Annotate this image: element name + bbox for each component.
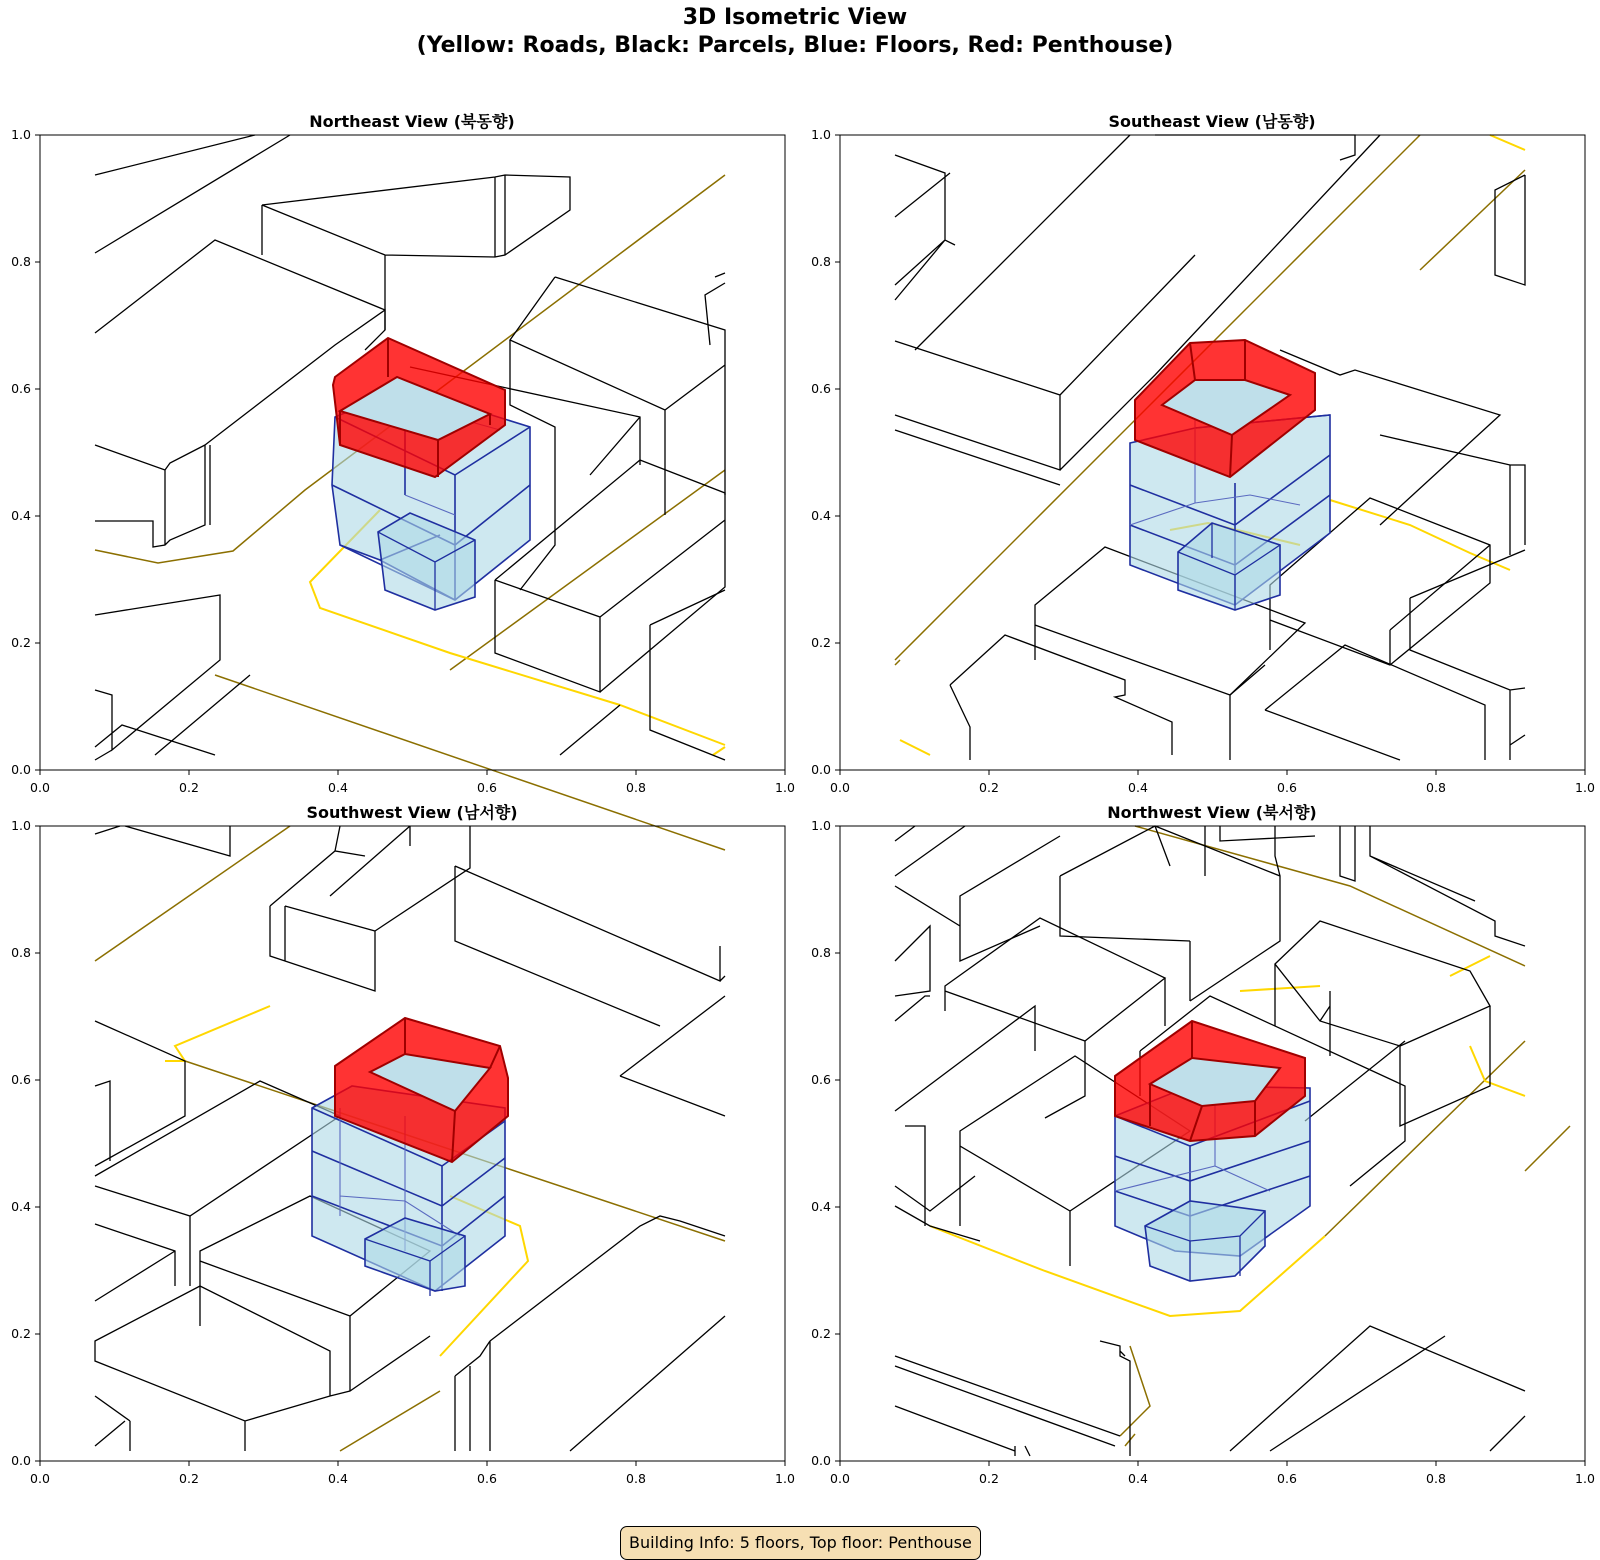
y-tick-label: 0.6	[811, 381, 831, 396]
figure-title-line1: 3D Isometric View	[682, 5, 908, 30]
parcel-outline	[950, 635, 1265, 760]
y-tick-label: 0.2	[11, 1326, 31, 1341]
northeast-y-ticks	[11, 127, 40, 777]
road-line	[1420, 170, 1525, 270]
x-tick-label: 1.0	[775, 780, 795, 795]
y-tick-label: 1.0	[11, 127, 31, 142]
y-tick-label: 0.4	[811, 508, 831, 523]
x-tick-label: 0.8	[1426, 1471, 1446, 1486]
parcel-outline	[1060, 826, 1280, 1001]
parcel-outline	[1265, 550, 1525, 760]
y-tick-label: 0.6	[11, 1072, 31, 1087]
southeast-view-plot	[800, 105, 1600, 805]
x-tick-label: 0.0	[30, 1471, 50, 1486]
southwest-view-title: Southwest View (남서향)	[306, 803, 518, 822]
x-tick-label: 0.0	[830, 780, 850, 795]
southeast-x-ticks	[830, 770, 1595, 795]
northwest-y-ticks	[811, 818, 840, 1468]
parcel-outline	[455, 1216, 725, 1451]
parcel-outline	[510, 277, 725, 590]
x-tick-label: 0.4	[1128, 1471, 1148, 1486]
x-tick-label: 1.0	[1575, 780, 1595, 795]
road-line	[895, 660, 900, 665]
x-tick-label: 0.6	[477, 780, 497, 795]
x-tick-label: 0.8	[626, 780, 646, 795]
southeast-y-ticks	[811, 127, 840, 777]
southwest-building	[312, 1018, 508, 1296]
x-tick-label: 0.2	[179, 780, 199, 795]
northeast-building	[332, 338, 530, 610]
parcel-outline	[262, 175, 570, 330]
y-tick-label: 0.8	[811, 254, 831, 269]
x-tick-label: 0.6	[477, 1471, 497, 1486]
parcel-outline	[95, 1021, 340, 1216]
panel-southwest-view	[0, 796, 800, 1496]
road-corner	[713, 747, 725, 755]
road-line	[1135, 826, 1525, 966]
parcel-outline	[895, 1341, 1130, 1456]
southeast-view-title: Southeast View (남동향)	[1108, 112, 1316, 131]
y-tick-label: 0.2	[11, 635, 31, 650]
x-tick-label: 0.6	[1277, 1471, 1297, 1486]
parcel-outline	[895, 826, 1060, 996]
y-tick-label: 0.6	[11, 381, 31, 396]
northwest-view-title: Northwest View (북서향)	[1107, 803, 1317, 822]
y-tick-label: 0.8	[11, 254, 31, 269]
y-tick-label: 0.4	[811, 1199, 831, 1214]
x-tick-label: 1.0	[775, 1471, 795, 1486]
y-tick-label: 0.0	[11, 762, 31, 777]
x-tick-label: 0.2	[979, 780, 999, 795]
parcel-outline	[95, 826, 470, 991]
x-tick-label: 1.0	[1575, 1471, 1595, 1486]
x-tick-label: 0.6	[1277, 780, 1297, 795]
parcel-outline	[95, 1286, 430, 1451]
parcel-outline	[1205, 826, 1525, 946]
parcel-outline	[95, 595, 620, 760]
x-tick-label: 0.4	[328, 1471, 348, 1486]
y-tick-label: 1.0	[811, 818, 831, 833]
x-tick-label: 0.8	[626, 1471, 646, 1486]
figure-title	[0, 4, 1590, 60]
y-tick-label: 0.0	[811, 762, 831, 777]
road-line	[1325, 1041, 1570, 1236]
x-tick-label: 0.0	[830, 1471, 850, 1486]
y-tick-label: 1.0	[811, 127, 831, 142]
road-line	[340, 1391, 440, 1451]
southwest-view-plot	[0, 796, 800, 1496]
x-tick-label: 0.8	[1426, 780, 1446, 795]
x-tick-label: 0.4	[328, 780, 348, 795]
y-tick-label: 0.4	[11, 1199, 31, 1214]
y-tick-label: 0.8	[11, 945, 31, 960]
x-tick-label: 0.4	[1128, 780, 1148, 795]
northeast-view-plot	[0, 105, 800, 805]
northeast-view-title: Northeast View (북동향)	[309, 112, 515, 131]
southwest-x-ticks	[30, 1461, 795, 1486]
panel-northeast-view	[0, 105, 800, 805]
road-line	[95, 826, 290, 961]
panel-southeast-view	[800, 105, 1600, 805]
y-tick-label: 0.6	[811, 1072, 831, 1087]
y-tick-label: 0.0	[11, 1453, 31, 1468]
road-line	[1120, 1346, 1150, 1436]
parcel-outline	[650, 590, 725, 760]
parcel-outline	[895, 996, 1035, 1241]
southeast-building	[1130, 340, 1330, 610]
x-tick-label: 0.2	[179, 1471, 199, 1486]
figure-title-line2: (Yellow: Roads, Black: Parcels, Blue: Floors, Red: Penthouse)	[416, 33, 1174, 58]
x-tick-label: 0.0	[30, 780, 50, 795]
y-tick-label: 0.8	[811, 945, 831, 960]
y-tick-label: 0.0	[811, 1453, 831, 1468]
northeast-x-ticks	[30, 770, 795, 795]
northwest-view-plot	[800, 796, 1600, 1496]
x-tick-label: 0.2	[979, 1471, 999, 1486]
northwest-x-ticks	[830, 1461, 1595, 1486]
y-tick-label: 0.2	[811, 635, 831, 650]
y-tick-label: 0.4	[11, 508, 31, 523]
y-tick-label: 1.0	[11, 818, 31, 833]
y-tick-label: 0.2	[811, 1326, 831, 1341]
southwest-y-ticks	[11, 818, 40, 1468]
parcel-outline	[1230, 1326, 1525, 1451]
panel-northwest-view	[800, 796, 1600, 1496]
northwest-building	[1115, 1021, 1310, 1281]
building-info-box: Building Info: 5 floors, Top floor: Penthouse	[620, 1526, 981, 1560]
